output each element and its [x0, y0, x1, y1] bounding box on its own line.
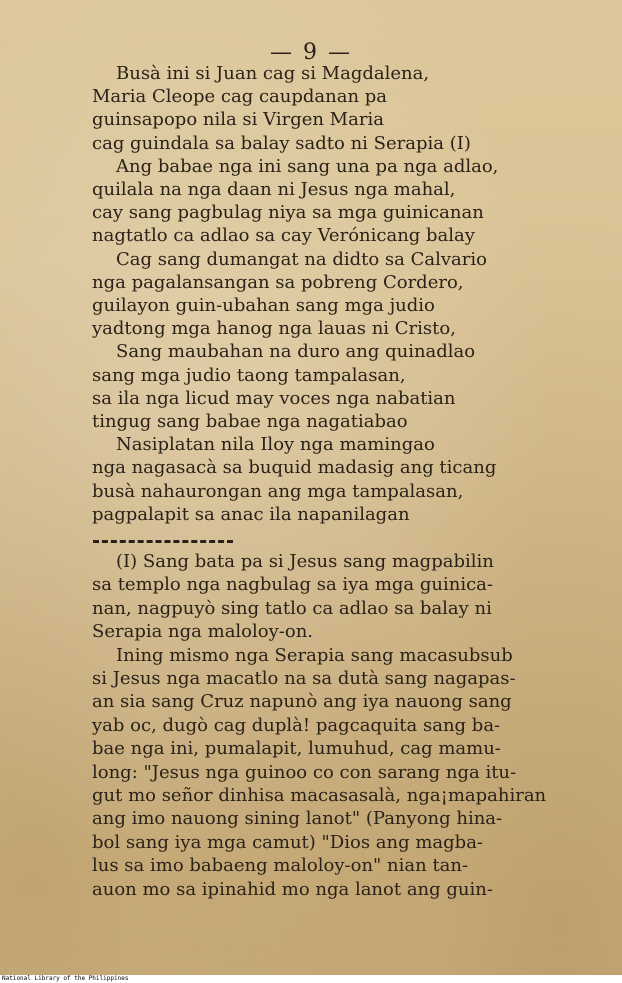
page-number: — 9 —	[270, 40, 352, 65]
section-divider	[93, 540, 233, 543]
poem-line: guilayon guin-ubahan sang mga judio	[92, 295, 435, 317]
poem-line: Sang maubahan na duro ang quinadlao	[116, 341, 476, 363]
poem-line: nagtatlo ca adlao sa cay Verónicang balay	[92, 225, 475, 247]
footnote-line: bol sang iya mga camut) "Dios ang magba-	[92, 831, 484, 853]
poem-body	[92, 62, 552, 526]
footnote-line: (I) Sang bata pa si Jesus sang magpabilin	[116, 551, 494, 572]
poem-line: busà nahaurongan ang mga tampalasan,	[92, 480, 464, 502]
library-credit: National Library of the Philippines	[2, 975, 129, 982]
footnote-line: yab oc, dugò cag duplà! pagcaquita sang ba-	[92, 714, 501, 736]
poem-line: Ang babae nga ini sang una pa nga adlao,	[116, 155, 499, 177]
footnote-line: long: "Jesus nga guinoo co con sarang nga itu-	[92, 761, 517, 783]
footnote-body	[92, 550, 562, 901]
footnote-line: nan, nagpuyò sing tatlo ca adlao sa balay ni	[92, 597, 492, 619]
poem-line: cag guindala sa balay sadto ni Serapia (I)	[92, 132, 471, 154]
poem-line: nga pagalansangan sa pobreng Cordero,	[92, 271, 464, 293]
footnote-line: an sia sang Cruz napunò ang iya nauong sang	[92, 691, 512, 713]
poem-line: pagpalapit sa anac ila napanilagan	[92, 503, 410, 525]
poem-line: Cag sang dumangat na didto sa Calvario	[116, 248, 487, 270]
footnote-line: Ining mismo nga Serapia sang macasubsub	[116, 644, 513, 666]
poem-line: nga nagasacà sa buquid madasig ang ticang	[92, 457, 497, 479]
poem-line: Nasiplatan nila Iloy nga mamingao	[116, 434, 435, 456]
footnote-line: bae nga ini, pumalapit, lumuhud, cag mamu-	[92, 738, 501, 760]
poem-line: sa ila nga licud may voces nga nabatian	[92, 387, 456, 409]
poem-line: sang mga judio taong tampalasan,	[92, 364, 406, 386]
footnote-line: sa templo nga nagbulag sa iya mga guinica-	[92, 574, 493, 596]
footnote-line: auon mo sa ipinahid mo nga lanot ang guin-	[92, 878, 493, 900]
poem-line: yadtong mga hanog nga lauas ni Cristo,	[92, 318, 456, 340]
poem-line: Maria Cleope cag caupdanan pa	[92, 86, 388, 108]
poem-line: cay sang pagbulag niya sa mga guinicanan	[92, 202, 484, 224]
poem-line: guinsapopo nila si Virgen Maria	[92, 109, 384, 131]
poem-line: tingug sang babae nga nagatiabao	[92, 411, 408, 433]
footnote-line: ang imo nauong sining lanot" (Panyong hina-	[92, 808, 503, 830]
poem-line: Busà ini si Juan cag si Magdalena,	[116, 63, 430, 84]
footnote-line: si Jesus nga macatlo na sa dutà sang nagapas-	[92, 668, 516, 690]
poem-line: quilala na nga daan ni Jesus nga mahal,	[92, 179, 456, 201]
footnote-line: Serapia nga maloloy-on.	[92, 621, 314, 643]
footnote-line: gut mo señor dinhisa macasasalà, nga¡mapahiran	[92, 785, 547, 807]
footnote-line: lus sa imo babaeng maloloy-on" nian tan-	[92, 855, 469, 877]
